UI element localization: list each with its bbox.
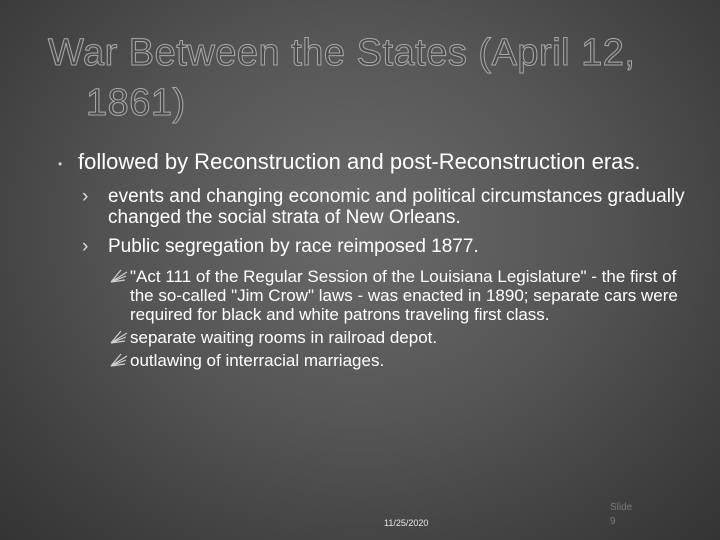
slide-title <box>48 28 688 128</box>
sub-bullet-text: events and changing economic and political circumstances gradually changed the social strata of New Orleans. <box>108 186 685 228</box>
sun-rays-bullet-icon <box>108 330 130 346</box>
sub-sub-bullet <box>108 328 688 347</box>
sun-rays-bullet-icon <box>108 353 130 369</box>
chevron-right-icon: › <box>82 236 89 257</box>
sub-bullet-text: Public segregation by race reimposed 1877. <box>108 236 479 257</box>
slide-title-line-2: 1861) <box>86 82 186 124</box>
chevron-right-icon: › <box>82 186 89 207</box>
footer-slide-number: Slide 9 <box>610 502 633 527</box>
slide-title-line-1: War Between the States (April 12, <box>48 32 636 74</box>
sub-sub-bullet <box>108 267 688 324</box>
sub-bullet <box>82 186 688 228</box>
sun-rays-bullet-icon <box>108 269 130 285</box>
footer-date: 11/25/2020 <box>384 518 429 528</box>
sub-sub-bullet-text: outlawing of interracial marriages. <box>130 351 385 370</box>
sub-bullet-list <box>58 186 688 257</box>
slide-body <box>58 150 688 374</box>
sub-sub-bullet-text: "Act 111 of the Regular Session of the Louisiana Legislature" - the first of the so-called "Jim Crow" laws - was enacted in 1890; separate cars were required for black and white patrons traveling first class. <box>130 267 678 324</box>
sub-sub-bullet-list <box>58 267 688 370</box>
bullet-level-1-text: followed by Reconstruction and post-Reconstruction eras. <box>78 149 641 174</box>
sub-sub-bullet <box>108 351 688 370</box>
bullet-level-1 <box>58 150 688 174</box>
sub-bullet <box>82 236 688 257</box>
dot-bullet-icon: • <box>58 157 63 171</box>
sub-sub-bullet-text: separate waiting rooms in railroad depot. <box>130 328 438 347</box>
